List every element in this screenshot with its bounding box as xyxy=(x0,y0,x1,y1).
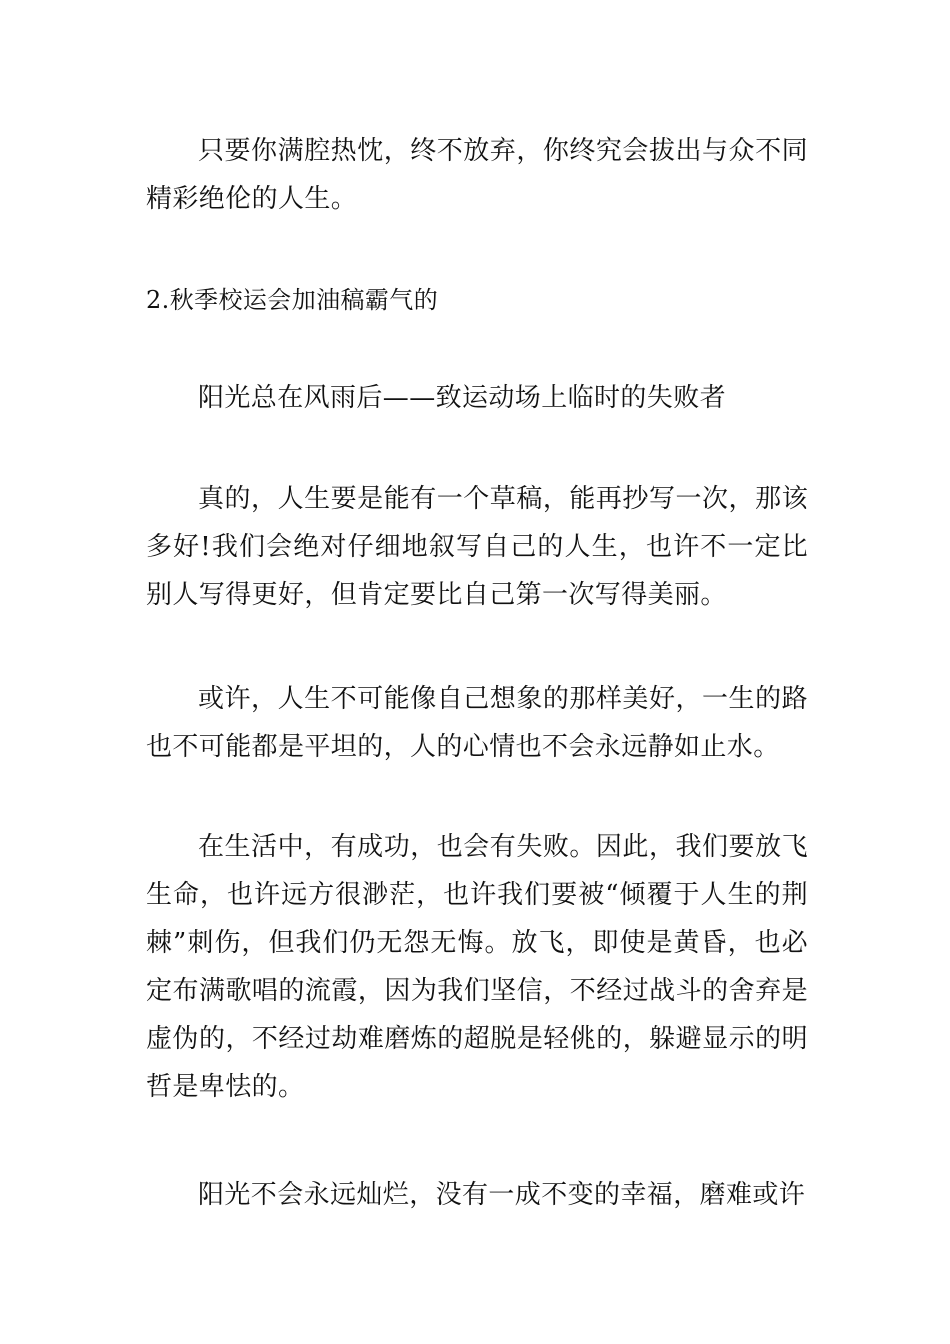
paragraph-3: 或许，人生不可能像自己想象的那样美好，一生的路也不可能都是平坦的，人的心情也不会永远静如止水。 xyxy=(146,684,808,762)
paragraph-4: 在生活中，有成功，也会有失败。因此，我们要放飞生命，也许远方很渺茫，也许我们要被“倾覆于人生的荆棘”刺伤，但我们仍无怨无悔。放飞，即使是黄昏，也必定布满歌唱的流霞，因为我们坚信，不经过战斗的舍弃是虚伪的，不经过劫难磨炼的超脱是轻佻的，躲避显示的明哲是卑怯的。 xyxy=(146,832,808,1102)
paragraph-1: 只要你满腔热忱，终不放弃，你终究会拔出与众不同精彩绝伦的人生。 xyxy=(146,136,808,214)
article-title: 阳光总在风雨后——致运动场上临时的失败者 xyxy=(198,383,727,413)
section-heading: 2.秋季校运会加油稿霸气的 xyxy=(146,286,439,314)
paragraph-5: 阳光不会永远灿烂，没有一成不变的幸福，磨难或许 xyxy=(198,1180,806,1210)
paragraph-2: 真的，人生要是能有一个草稿，能再抄写一次，那该多好!我们会绝对仔细地叙写自己的人生，也许不一定比别人写得更好，但肯定要比自己第一次写得美丽。 xyxy=(146,484,808,610)
